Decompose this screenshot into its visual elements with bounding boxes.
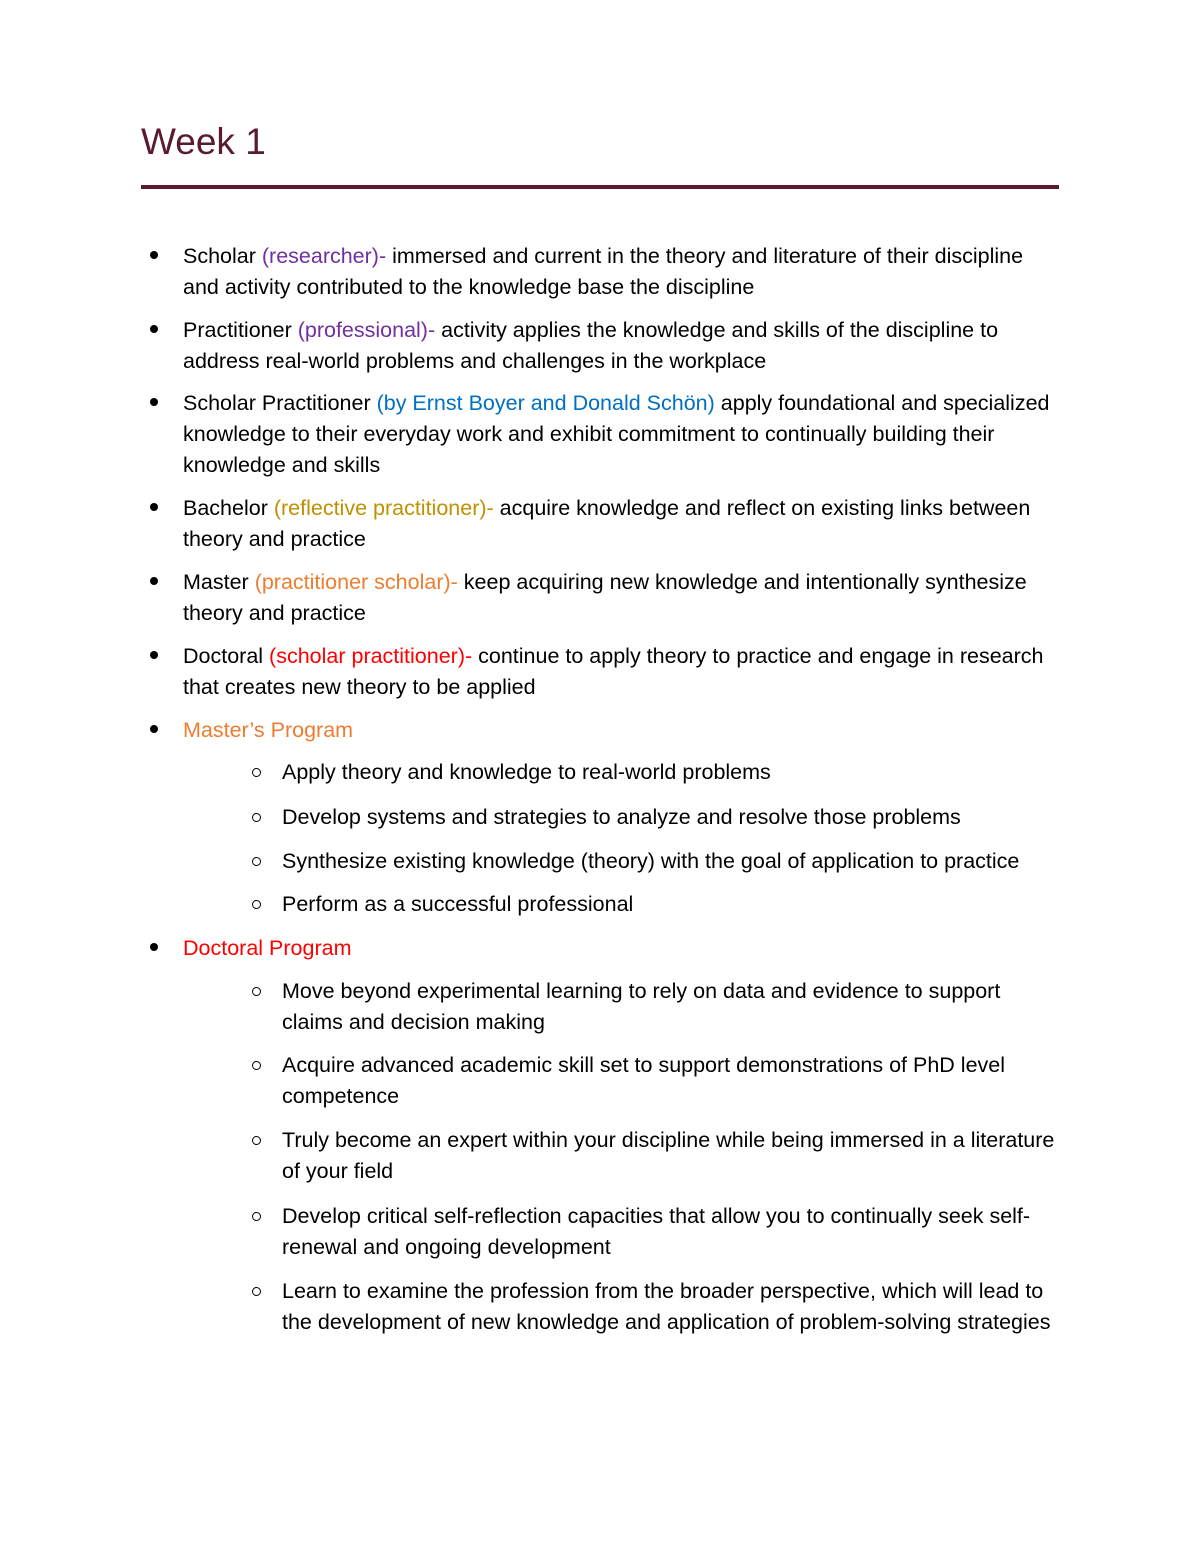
- circle-bullet-icon: [246, 1125, 266, 1156]
- circle-bullet-icon: [246, 889, 266, 920]
- doctoral-item: [282, 1201, 1062, 1263]
- circle-bullet-icon: [246, 1276, 266, 1307]
- role-note: (scholar practitioner)-: [269, 644, 473, 668]
- role-term: Master: [183, 570, 255, 594]
- bullet-icon: [144, 567, 164, 598]
- list-item-text: Perform as a successful professional: [282, 892, 634, 916]
- list-item-practitioner: [183, 315, 1063, 377]
- circle-bullet-icon: [246, 757, 266, 788]
- masters-item: [282, 757, 1062, 788]
- circle-bullet-icon: [246, 1201, 266, 1232]
- list-item-text: Truly become an expert within your discipline while being immersed in a literature of your field: [282, 1128, 1055, 1183]
- bullet-icon: [144, 933, 164, 964]
- role-description: activity applies the knowledge and skills of the discipline to address real-world problems and challenges in the workplace: [183, 318, 999, 373]
- list-item-text: Apply theory and knowledge to real-world problems: [282, 760, 771, 784]
- bullet-icon: [144, 241, 164, 272]
- list-item-master: [183, 567, 1063, 629]
- section-heading: Doctoral Program: [183, 936, 352, 960]
- role-note: (by Ernst Boyer and Donald Schön): [376, 391, 715, 415]
- role-note: (professional)-: [297, 318, 436, 342]
- list-item-text: Move beyond experimental learning to rely on data and evidence to support claims and decision making: [282, 979, 1001, 1034]
- role-description: continue to apply theory to practice and engage in research that creates new theory to be applied: [183, 644, 1044, 699]
- role-description: acquire knowledge and reflect on existing links between theory and practice: [183, 496, 1031, 551]
- list-item-doctoral: [183, 641, 1063, 703]
- role-note: (researcher)-: [261, 244, 387, 268]
- page-title: Week 1: [141, 121, 266, 162]
- list-item-scholar-practitioner: [183, 388, 1063, 481]
- section-heading: Master’s Program: [183, 718, 354, 742]
- title-underline: [141, 185, 1059, 189]
- circle-bullet-icon: [246, 846, 266, 877]
- list-item-text: Develop systems and strategies to analyze and resolve those problems: [282, 805, 961, 829]
- masters-item: [282, 846, 1062, 877]
- role-term: Scholar: [183, 244, 262, 268]
- circle-bullet-icon: [246, 1050, 266, 1081]
- role-note: (reflective practitioner)-: [273, 496, 494, 520]
- bullet-icon: [144, 715, 164, 746]
- doctoral-item: [282, 1276, 1062, 1338]
- role-term: Scholar Practitioner: [183, 391, 377, 415]
- role-description: keep acquiring new knowledge and intentionally synthesize theory and practice: [183, 570, 1027, 625]
- role-term: Bachelor: [183, 496, 274, 520]
- bullet-icon: [144, 493, 164, 524]
- circle-bullet-icon: [246, 802, 266, 833]
- masters-item: [282, 889, 1062, 920]
- masters-item: [282, 802, 1062, 833]
- list-item-text: Acquire advanced academic skill set to support demonstrations of PhD level competence: [282, 1053, 1006, 1108]
- role-term: Doctoral: [183, 644, 270, 668]
- list-item-text: Synthesize existing knowledge (theory) with the goal of application to practice: [282, 849, 1020, 873]
- doctoral-program-heading: [183, 933, 1063, 964]
- doctoral-item: [282, 1050, 1062, 1112]
- bullet-icon: [144, 641, 164, 672]
- list-item-scholar: [183, 241, 1063, 303]
- bullet-icon: [144, 388, 164, 419]
- role-description: immersed and current in the theory and literature of their discipline and activity contributed to the knowledge base the discipline: [183, 244, 1024, 299]
- bullet-icon: [144, 315, 164, 346]
- circle-bullet-icon: [246, 976, 266, 1007]
- doctoral-item: [282, 1125, 1062, 1187]
- list-item-text: Develop critical self-reflection capacities that allow you to continually seek self-renewal and ongoing development: [282, 1204, 1031, 1259]
- role-term: Practitioner: [183, 318, 298, 342]
- role-note: (practitioner scholar)-: [254, 570, 458, 594]
- doctoral-item: [282, 976, 1062, 1038]
- masters-program-heading: [183, 715, 1063, 746]
- role-description: apply foundational and specialized knowledge to their everyday work and exhibit commitment to continually building their knowledge and skills: [183, 391, 1050, 477]
- list-item-text: Learn to examine the profession from the broader perspective, which will lead to the development of new knowledge and application of problem-solving strategies: [282, 1279, 1051, 1334]
- list-item-bachelor: [183, 493, 1063, 555]
